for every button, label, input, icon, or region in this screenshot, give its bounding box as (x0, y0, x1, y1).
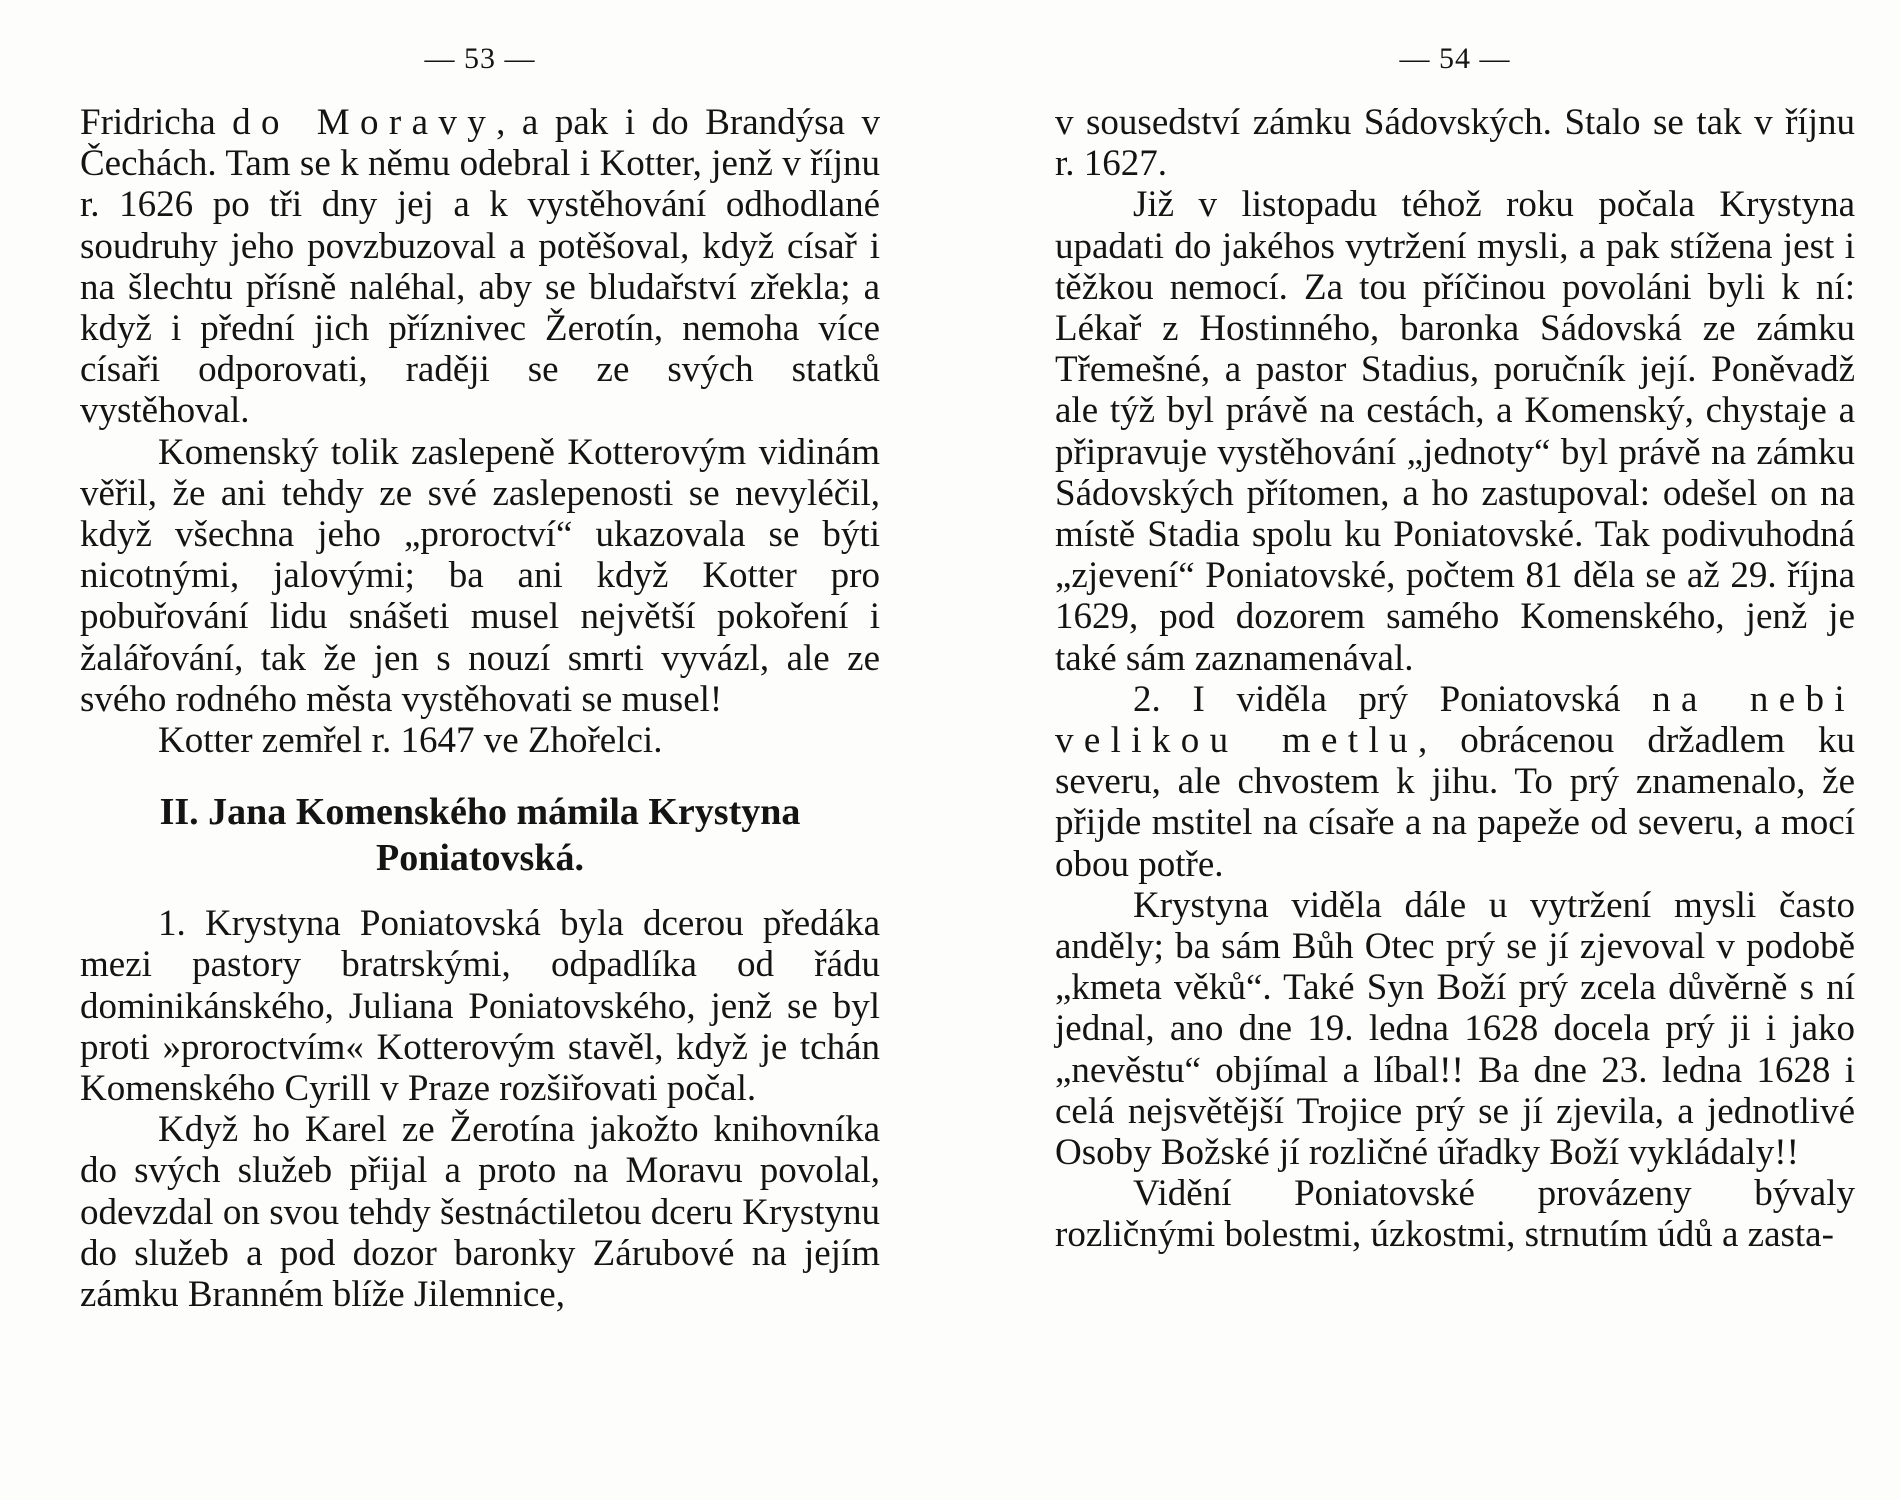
text-segment: 2. I viděla prý Poniatovská (1133, 678, 1653, 720)
text-segment: Fridricha (80, 102, 233, 143)
text-segment: Když ho Karel ze Žerotína jakožto knihovníka do svých služeb přijal a proto na Moravu povolal, odevzdal on svou tehdy šestnáctiletou dceru Krystynu do služeb a pod dozor baronky Zárubové na jejím zámku Branném blíže Jilemnice, (80, 1109, 880, 1316)
paragraph (1055, 102, 1855, 184)
paragraph (80, 720, 880, 761)
right-page-text (1055, 102, 1855, 1256)
paragraph (80, 432, 880, 720)
paragraph (1055, 184, 1855, 678)
paragraph (1055, 885, 1855, 1173)
text-segment: Krystyna viděla dále u vytržení mysli často anděly; ba sám Bůh Otec prý se jí zjevoval v podobě „kmeta věků“. Také Syn Boží prý zcela důvěrně s ní jednal, ano dne 19. ledna 1628 docela prý ji i jako „nevěstu“ objímal a líbal!! Ba dne 23. ledna 1628 i celá nejsvětější Trojice prý se jí zjevila, a jednotlivé Osoby Božské jí rozličné úřadky Boží vykládaly!! (1055, 884, 1855, 1174)
page-number: — 54 — (1399, 42, 1511, 75)
paragraph (80, 102, 880, 432)
text-segment: , obrácenou držadlem ku severu, ale chvostem k jihu. To prý znamenalo, že přijde mstitel na císaře a na papeže od severu, a mocí obou potře. (1055, 720, 1855, 885)
text-segment: 1. Krystyna Poniatovská byla dcerou předáka mezi pastory bratrskými, odpadlíka od řádu dominikánského, Juliana Poniatovského, jenž se byl proti »proroctvím« Kotterovým stavěl, když je tchán Komenského Cyrill v Praze rozšiřovati počal. (80, 903, 880, 1110)
right-page (1055, 0, 1855, 1256)
text-segment-spaced: do Moravy (232, 102, 497, 143)
text-segment: v sousedství zámku Sádovských. Stalo se tak v říjnu r. 1627. (1055, 102, 1855, 185)
chapter-heading-line: Poniatovská. (376, 837, 584, 880)
text-segment: Kotter zemřel r. 1647 ve Zhořelci. (158, 720, 663, 762)
paragraph (1055, 679, 1855, 885)
text-segment: , a pak i do Brandýsa v Čechách. Tam se k němu odebral i Kotter, jenž v říjnu r. 1626 po tři dny jej a k vystěhování odhodlané soudruhy jeho povzbuzoval a potěšoval, když císař i na šlechtu přísně naléhal, aby se bludařství zřekla; a když i přední jich příznivec Žerotín, nemoha více císaři odporovati, raději se ze svých statků vystěhoval. (80, 102, 880, 432)
chapter-heading-line: II. Jana Komenského mámila Krystyna (159, 791, 801, 834)
text-segment: Komenský tolik zaslepeně Kotterovým vidinám věřil, že ani tehdy ze své zaslepenosti se nevyléčil, když všechna jeho „proroctví“ ukazovala se býti nicotnými, jalovými; ba ani když Kotter pro pobuřování lidu snášeti musel největší pokoření i žalářování, tak že jen s nouzí smrti vyvázl, ale ze svého rodného města vystěhovati se musel! (80, 431, 880, 720)
chapter-heading (80, 789, 880, 881)
text-segment-spaced: na nebi velikou metlu (1055, 678, 1855, 762)
text-segment: Vidění Poniatovské provázeny bývaly rozličnými bolestmi, úzkostmi, strnutím údů a zasta- (1055, 1173, 1855, 1256)
left-page (80, 0, 880, 1315)
paragraph (80, 903, 880, 1109)
left-page-text (80, 102, 880, 1315)
paragraph (80, 1109, 880, 1315)
paragraph (1055, 1173, 1855, 1255)
text-segment: Již v listopadu téhož roku počala Krystyna upadati do jakéhos vytržení mysli, a pak stížena jest i těžkou nemocí. Za tou příčinou povoláni byli k ní: Lékař z Hostinného, baronka Sádovská ze zámku Třemešné, a pastor Stadius, poručník její. Poněvadž ale týž byl právě na cestách, a Komenský, chystaje a připravuje vystěhování „jednoty“ byl právě na zámku Sádovských přítomen, a ho zastupoval: odešel on na místě Stadia spolu ku Poniatovské. Tak podivuhodná „zjevení“ Poniatovské, počtem 81 děla se až 29. října 1629, pod dozorem samého Komenského, jenž je také sám zaznamenával. (1055, 184, 1855, 679)
page-number: — 53 — (424, 42, 536, 75)
